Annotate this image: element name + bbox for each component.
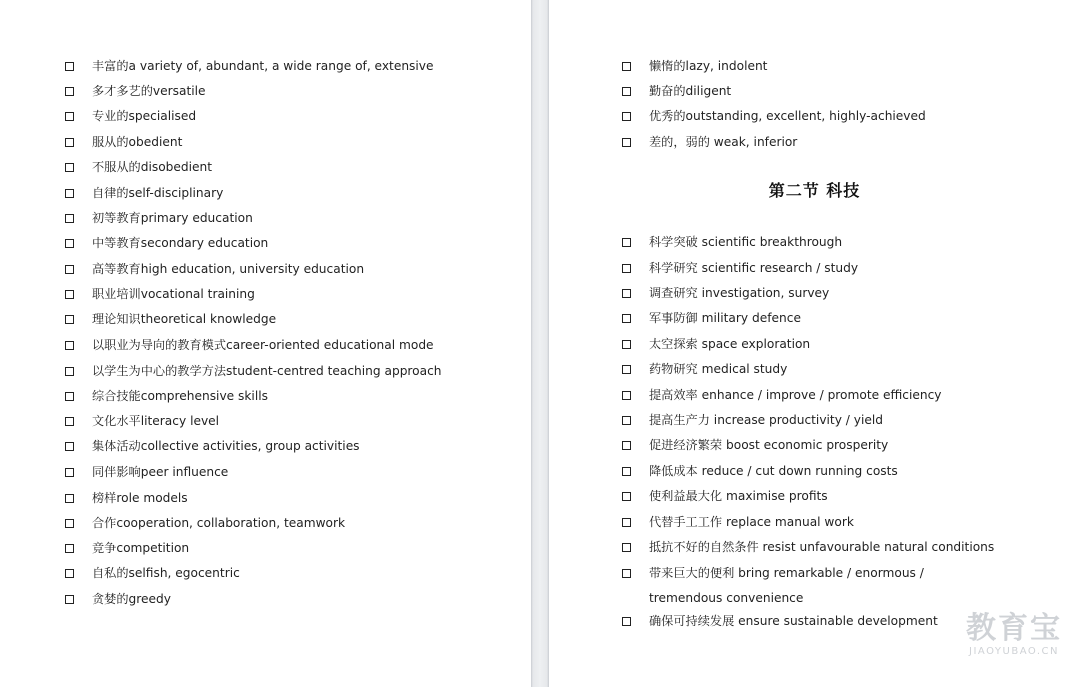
- checkbox-icon[interactable]: [65, 138, 74, 147]
- list-item: [65, 83, 206, 99]
- item-text: 提高效率 enhance / improve / promote efficiency: [649, 388, 942, 402]
- list-item: [622, 613, 938, 629]
- list-item: [622, 234, 842, 250]
- list-item: [65, 134, 182, 150]
- watermark-en: JIAOYUBAO.CN: [969, 646, 1059, 657]
- list-item: [622, 514, 854, 530]
- item-text: 优秀的outstanding, excellent, highly-achieved: [649, 109, 926, 123]
- checkbox-icon[interactable]: [622, 365, 631, 374]
- checkbox-icon[interactable]: [65, 569, 74, 578]
- checkbox-icon[interactable]: [622, 87, 631, 96]
- item-text: 不服从的disobedient: [92, 160, 213, 174]
- checkbox-icon[interactable]: [65, 265, 74, 274]
- checkbox-icon[interactable]: [622, 314, 631, 323]
- checkbox-icon[interactable]: [65, 392, 74, 401]
- item-text: 自私的selfish, egocentric: [92, 566, 240, 580]
- list-item: [65, 591, 171, 607]
- list-item: [65, 540, 189, 556]
- checkbox-icon[interactable]: [65, 341, 74, 350]
- checkbox-icon[interactable]: [622, 467, 631, 476]
- item-text: 多才多艺的versatile: [92, 84, 206, 98]
- list-item: [65, 515, 345, 531]
- checkbox-icon[interactable]: [622, 416, 631, 425]
- item-text: 抵抗不好的自然条件 resist unfavourable natural conditions: [649, 540, 995, 554]
- item-text: 促进经济繁荣 boost economic prosperity: [649, 438, 889, 452]
- item-text: 药物研究 medical study: [649, 362, 788, 376]
- list-item: [622, 437, 888, 453]
- checkbox-icon[interactable]: [622, 569, 631, 578]
- item-text: 职业培训vocational training: [92, 287, 255, 301]
- item-text: 确保可持续发展 ensure sustainable development: [649, 614, 938, 628]
- list-item: [622, 285, 829, 301]
- list-item: [65, 438, 360, 454]
- item-text: 自律的self-disciplinary: [92, 186, 224, 200]
- list-item: [65, 185, 223, 201]
- checkbox-icon[interactable]: [65, 87, 74, 96]
- list-item: [65, 286, 255, 302]
- item-text: 初等教育primary education: [92, 211, 253, 225]
- item-text: 军事防御 military defence: [649, 311, 801, 325]
- checkbox-icon[interactable]: [622, 112, 631, 121]
- item-text: 差的，弱的 weak, inferior: [649, 135, 798, 149]
- list-item: [622, 336, 810, 352]
- checkbox-icon[interactable]: [622, 543, 631, 552]
- item-text: 文化水平literacy level: [92, 414, 220, 428]
- item-text: 以学生为中心的教学方法student-centred teaching approach: [92, 364, 442, 378]
- list-item: [622, 260, 858, 276]
- checkbox-icon[interactable]: [65, 595, 74, 604]
- watermark-cn: 教育宝: [966, 611, 1062, 646]
- checkbox-icon[interactable]: [622, 492, 631, 501]
- item-text: 代替手工工作 replace manual work: [649, 515, 854, 529]
- list-item: [65, 235, 268, 251]
- item-text: 带来巨大的便利 bring remarkable / enormous /: [649, 566, 924, 580]
- checkbox-icon[interactable]: [65, 189, 74, 198]
- item-text: 榜样role models: [92, 491, 188, 505]
- list-item: [65, 388, 268, 404]
- item-text: 中等教育secondary education: [92, 236, 269, 250]
- list-item: [65, 363, 442, 379]
- list-item: [65, 58, 434, 74]
- checkbox-icon[interactable]: [65, 519, 74, 528]
- item-text: 以职业为导向的教育模式career-oriented educational mode: [92, 338, 434, 352]
- checkbox-icon[interactable]: [622, 289, 631, 298]
- item-text: 服从的obedient: [92, 135, 183, 149]
- list-item: [65, 108, 196, 124]
- list-item: [622, 463, 898, 479]
- checkbox-icon[interactable]: [622, 62, 631, 71]
- item-text: 太空探索 space exploration: [649, 337, 811, 351]
- page-gutter: [531, 0, 549, 687]
- checkbox-icon[interactable]: [65, 544, 74, 553]
- checkbox-icon[interactable]: [622, 340, 631, 349]
- item-text: 专业的specialised: [92, 109, 197, 123]
- list-item: [622, 565, 924, 581]
- checkbox-icon[interactable]: [65, 239, 74, 248]
- checkbox-icon[interactable]: [65, 163, 74, 172]
- checkbox-icon[interactable]: [65, 62, 74, 71]
- list-item: [622, 387, 942, 403]
- list-item: [622, 361, 787, 377]
- item-text: 集体活动collective activities, group activities: [92, 439, 360, 453]
- item-text: 提高生产力 increase productivity / yield: [649, 413, 883, 427]
- checkbox-icon[interactable]: [65, 290, 74, 299]
- item-text: 综合技能comprehensive skills: [92, 389, 268, 403]
- checkbox-icon[interactable]: [65, 494, 74, 503]
- checkbox-icon[interactable]: [65, 315, 74, 324]
- list-item: [65, 413, 219, 429]
- list-item: [622, 83, 731, 99]
- list-item: [65, 464, 228, 480]
- list-item: [622, 310, 801, 326]
- item-text: 高等教育high education, university education: [92, 262, 365, 276]
- checkbox-icon[interactable]: [622, 238, 631, 247]
- item-text: 勤奋的diligent: [649, 84, 732, 98]
- checkbox-icon[interactable]: [65, 112, 74, 121]
- watermark-logo: [966, 612, 1062, 658]
- list-item: [622, 488, 828, 504]
- item-text: 降低成本 reduce / cut down running costs: [649, 464, 898, 478]
- item-text: 科学突破 scientific breakthrough: [649, 235, 843, 249]
- list-item: [65, 311, 276, 327]
- list-item: [622, 539, 994, 555]
- checkbox-icon[interactable]: [65, 417, 74, 426]
- list-item: [622, 58, 767, 74]
- list-item: [622, 108, 926, 124]
- checkbox-icon[interactable]: [622, 391, 631, 400]
- checkbox-icon[interactable]: [622, 617, 631, 626]
- item-text: 使利益最大化 maximise profits: [649, 489, 828, 503]
- checkbox-icon[interactable]: [622, 264, 631, 273]
- checkbox-icon[interactable]: [622, 518, 631, 527]
- checkbox-icon[interactable]: [65, 367, 74, 376]
- item-text: 合作cooperation, collaboration, teamwork: [92, 516, 346, 530]
- item-text: 丰富的a variety of, abundant, a wide range of, extensive: [92, 59, 434, 73]
- list-item: [65, 565, 240, 581]
- section-heading: 第二节 科技: [768, 181, 861, 200]
- list-item: [65, 159, 212, 175]
- list-item: [65, 337, 434, 353]
- continuation-line: tremendous convenience: [649, 591, 804, 605]
- list-item: [622, 134, 797, 150]
- checkbox-icon[interactable]: [65, 214, 74, 223]
- checkbox-icon[interactable]: [65, 442, 74, 451]
- item-text: 科学研究 scientific research / study: [649, 261, 859, 275]
- checkbox-icon[interactable]: [65, 468, 74, 477]
- item-text: 竞争competition: [92, 541, 190, 555]
- list-item: [622, 412, 883, 428]
- checkbox-icon[interactable]: [622, 441, 631, 450]
- item-text: 同伴影响peer influence: [92, 465, 229, 479]
- list-item: [65, 261, 364, 277]
- list-item: [65, 210, 253, 226]
- item-text: 懒惰的lazy, indolent: [649, 59, 768, 73]
- item-text: 理论知识theoretical knowledge: [92, 312, 277, 326]
- item-text: 调查研究 investigation, survey: [649, 286, 830, 300]
- list-item: [65, 490, 188, 506]
- checkbox-icon[interactable]: [622, 138, 631, 147]
- item-text: 贪婪的greedy: [92, 592, 171, 606]
